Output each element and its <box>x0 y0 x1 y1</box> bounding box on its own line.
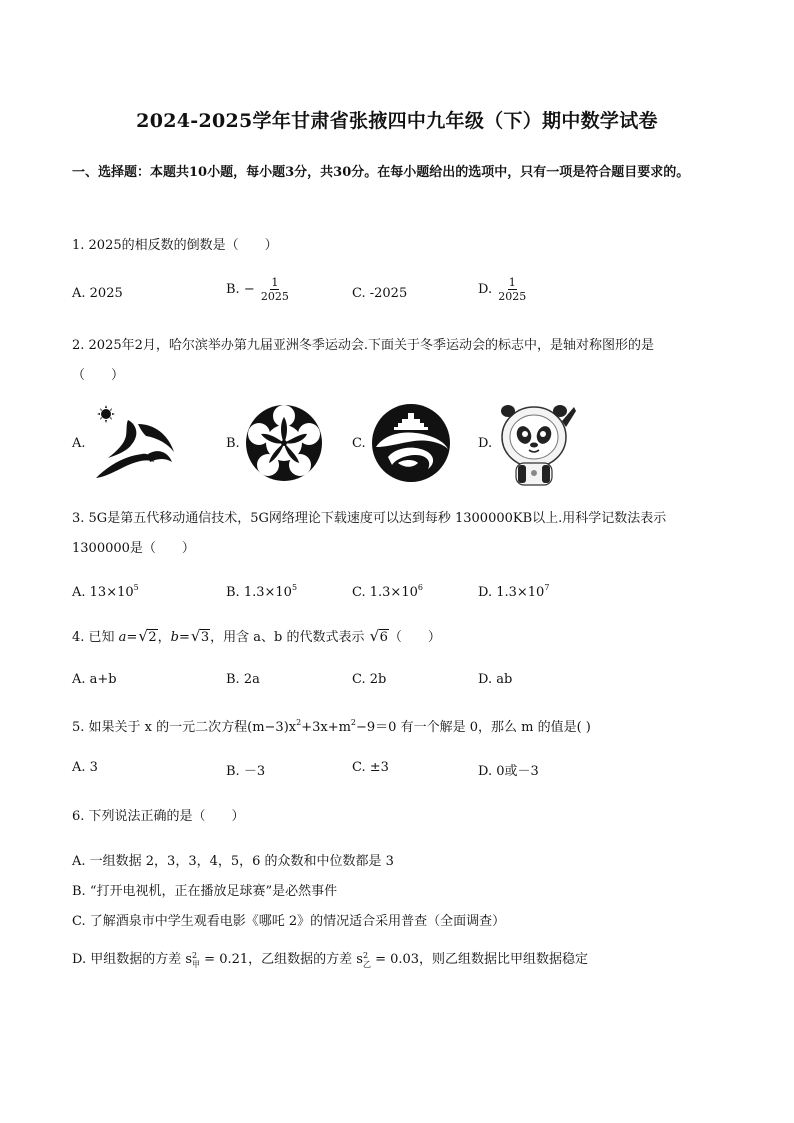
question-5-stem <box>72 716 591 735</box>
q5-option-c: C. ±3 <box>352 760 389 775</box>
q1-option-b <box>226 276 291 303</box>
q4-middle: ，用含 a、b 的代数式表示 <box>210 630 369 645</box>
swirl-emblem-icon <box>370 403 452 483</box>
q5-exp1: 2 <box>296 718 302 727</box>
q3-option-b <box>226 583 297 600</box>
section-description: 本题共10小题，每小题3分，共30分。在每小题给出的选项中，只有一项是符合题目要求的。 <box>150 165 690 180</box>
q6-d-exp1: 2 <box>192 950 198 960</box>
q4-option-c: C. 2b <box>352 672 387 687</box>
q4-sqrt-3: √ 3 <box>190 627 210 645</box>
q6-d-sub2: 乙 <box>362 959 371 969</box>
q2-option-b: B. <box>226 436 240 451</box>
question-6-stem: 6. 下列说法正确的是（ ） <box>72 809 245 824</box>
q5-exp2: 2 <box>350 718 357 727</box>
q4-sqrt-2: √ 2 <box>138 627 157 645</box>
q1-option-d <box>478 276 528 303</box>
panda-mascot-icon <box>494 401 578 487</box>
q6-d-part1: D. 甲组数据的方差 s <box>72 952 193 967</box>
q3-option-a-exp: 5 <box>133 583 139 592</box>
q3-option-c <box>352 583 423 600</box>
q3-option-d <box>478 583 549 600</box>
question-2-paren: （ ） <box>72 368 125 383</box>
question-3-line2: 1300000是（ ） <box>72 541 195 556</box>
q3-option-b-base: B. 1.3×10 <box>226 585 292 600</box>
q4-var-a: a <box>118 630 127 645</box>
q5-stem-part2: +3x+m <box>301 720 351 735</box>
question-1-stem: 1. 2025的相反数的倒数是（ ） <box>72 238 278 253</box>
q1-option-b-prefix: B. − <box>226 282 255 297</box>
q4-radicand-3: 3 <box>200 630 210 645</box>
section-heading <box>72 158 732 188</box>
q1-option-c: C. -2025 <box>352 286 408 301</box>
q6-option-a: A. 一组数据 2，3，3，4，5，6 的众数和中位数都是 3 <box>72 854 394 869</box>
q6-d-part3: = 0.03，则乙组数据比甲组数据稳定 <box>370 952 589 967</box>
question-2-stem: 2. 2025年2月，哈尔滨举办第九届亚洲冬季运动会.下面关于冬季运动会的标志中，是轴对称图形的是 <box>72 338 655 353</box>
q5-option-b: B. －3 <box>226 764 266 779</box>
q4-option-d: D. ab <box>478 672 513 687</box>
q6-option-c: C. 了解酒泉市中学生观看电影《哪吒 2》的情况适合采用普查（全面调查） <box>72 914 506 929</box>
q4-eq1: = <box>126 630 138 645</box>
q6-d-part2: = 0.21，乙组数据的方差 s <box>200 952 363 967</box>
q2-option-d: D. <box>478 436 493 451</box>
q4-radicand-6: 6 <box>379 630 388 645</box>
section-label: 一、选择题： <box>72 165 151 180</box>
q1-d-numerator: 1 <box>508 276 516 289</box>
question-4-stem <box>72 626 441 645</box>
q3-option-d-exp: 7 <box>544 583 550 592</box>
q3-option-d-base: D. 1.3×10 <box>478 585 545 600</box>
q4-radicand-2: 2 <box>148 630 157 645</box>
q3-option-a-base: A. 13×10 <box>72 585 134 600</box>
q1-option-d-fraction <box>498 276 526 303</box>
question-3-line1: 3. 5G是第五代移动通信技术，5G网络理论下载速度可以达到每秒 1300000KB以上.用科学记数法表示 <box>72 511 667 526</box>
q1-option-d-prefix: D. <box>478 282 493 297</box>
q5-option-d: D. 0或－3 <box>478 764 539 779</box>
q2-option-c: C. <box>352 436 366 451</box>
q4-eq2: = <box>178 630 190 645</box>
q6-option-d <box>72 948 588 969</box>
q3-option-b-exp: 5 <box>291 583 298 592</box>
q4-option-b: B. 2a <box>226 672 260 687</box>
q6-d-exp2: 2 <box>362 950 369 960</box>
q4-sqrt-6: √ 6 <box>369 627 388 645</box>
q3-option-c-exp: 6 <box>417 583 423 592</box>
q5-option-a: A. 3 <box>72 760 98 775</box>
q5-stem-part1: 5. 如果关于 x 的一元二次方程(m−3)x <box>72 720 297 735</box>
q5-stem-part3: −9＝0 有一个解是 0，那么 m 的值是( ) <box>356 720 591 735</box>
q1-b-numerator: 1 <box>271 276 279 289</box>
q4-option-a: A. a+b <box>72 672 117 687</box>
skater-logo-icon <box>88 404 180 482</box>
q6-d-sub1: 甲 <box>192 959 201 969</box>
q4-suffix: （ ） <box>388 630 441 645</box>
q3-option-a <box>72 583 139 600</box>
q1-option-a: A. 2025 <box>72 286 123 301</box>
q4-prefix: 4. 已知 <box>72 630 119 645</box>
q1-option-b-fraction <box>261 276 289 303</box>
q1-d-denominator: 2025 <box>498 290 527 303</box>
q3-option-c-base: C. 1.3×10 <box>352 585 418 600</box>
q2-option-a: A. <box>72 436 86 451</box>
page-title: 2024-2025学年甘肃省张掖四中九年级（下）期中数学试卷 <box>136 110 658 132</box>
flower-emblem-icon <box>244 403 324 483</box>
q4-comma: ， <box>157 630 171 645</box>
q1-b-denominator: 2025 <box>260 290 289 303</box>
q6-option-b: B. “打开电视机，正在播放足球赛”是必然事件 <box>72 884 338 899</box>
q4-var-b: b <box>170 630 179 645</box>
